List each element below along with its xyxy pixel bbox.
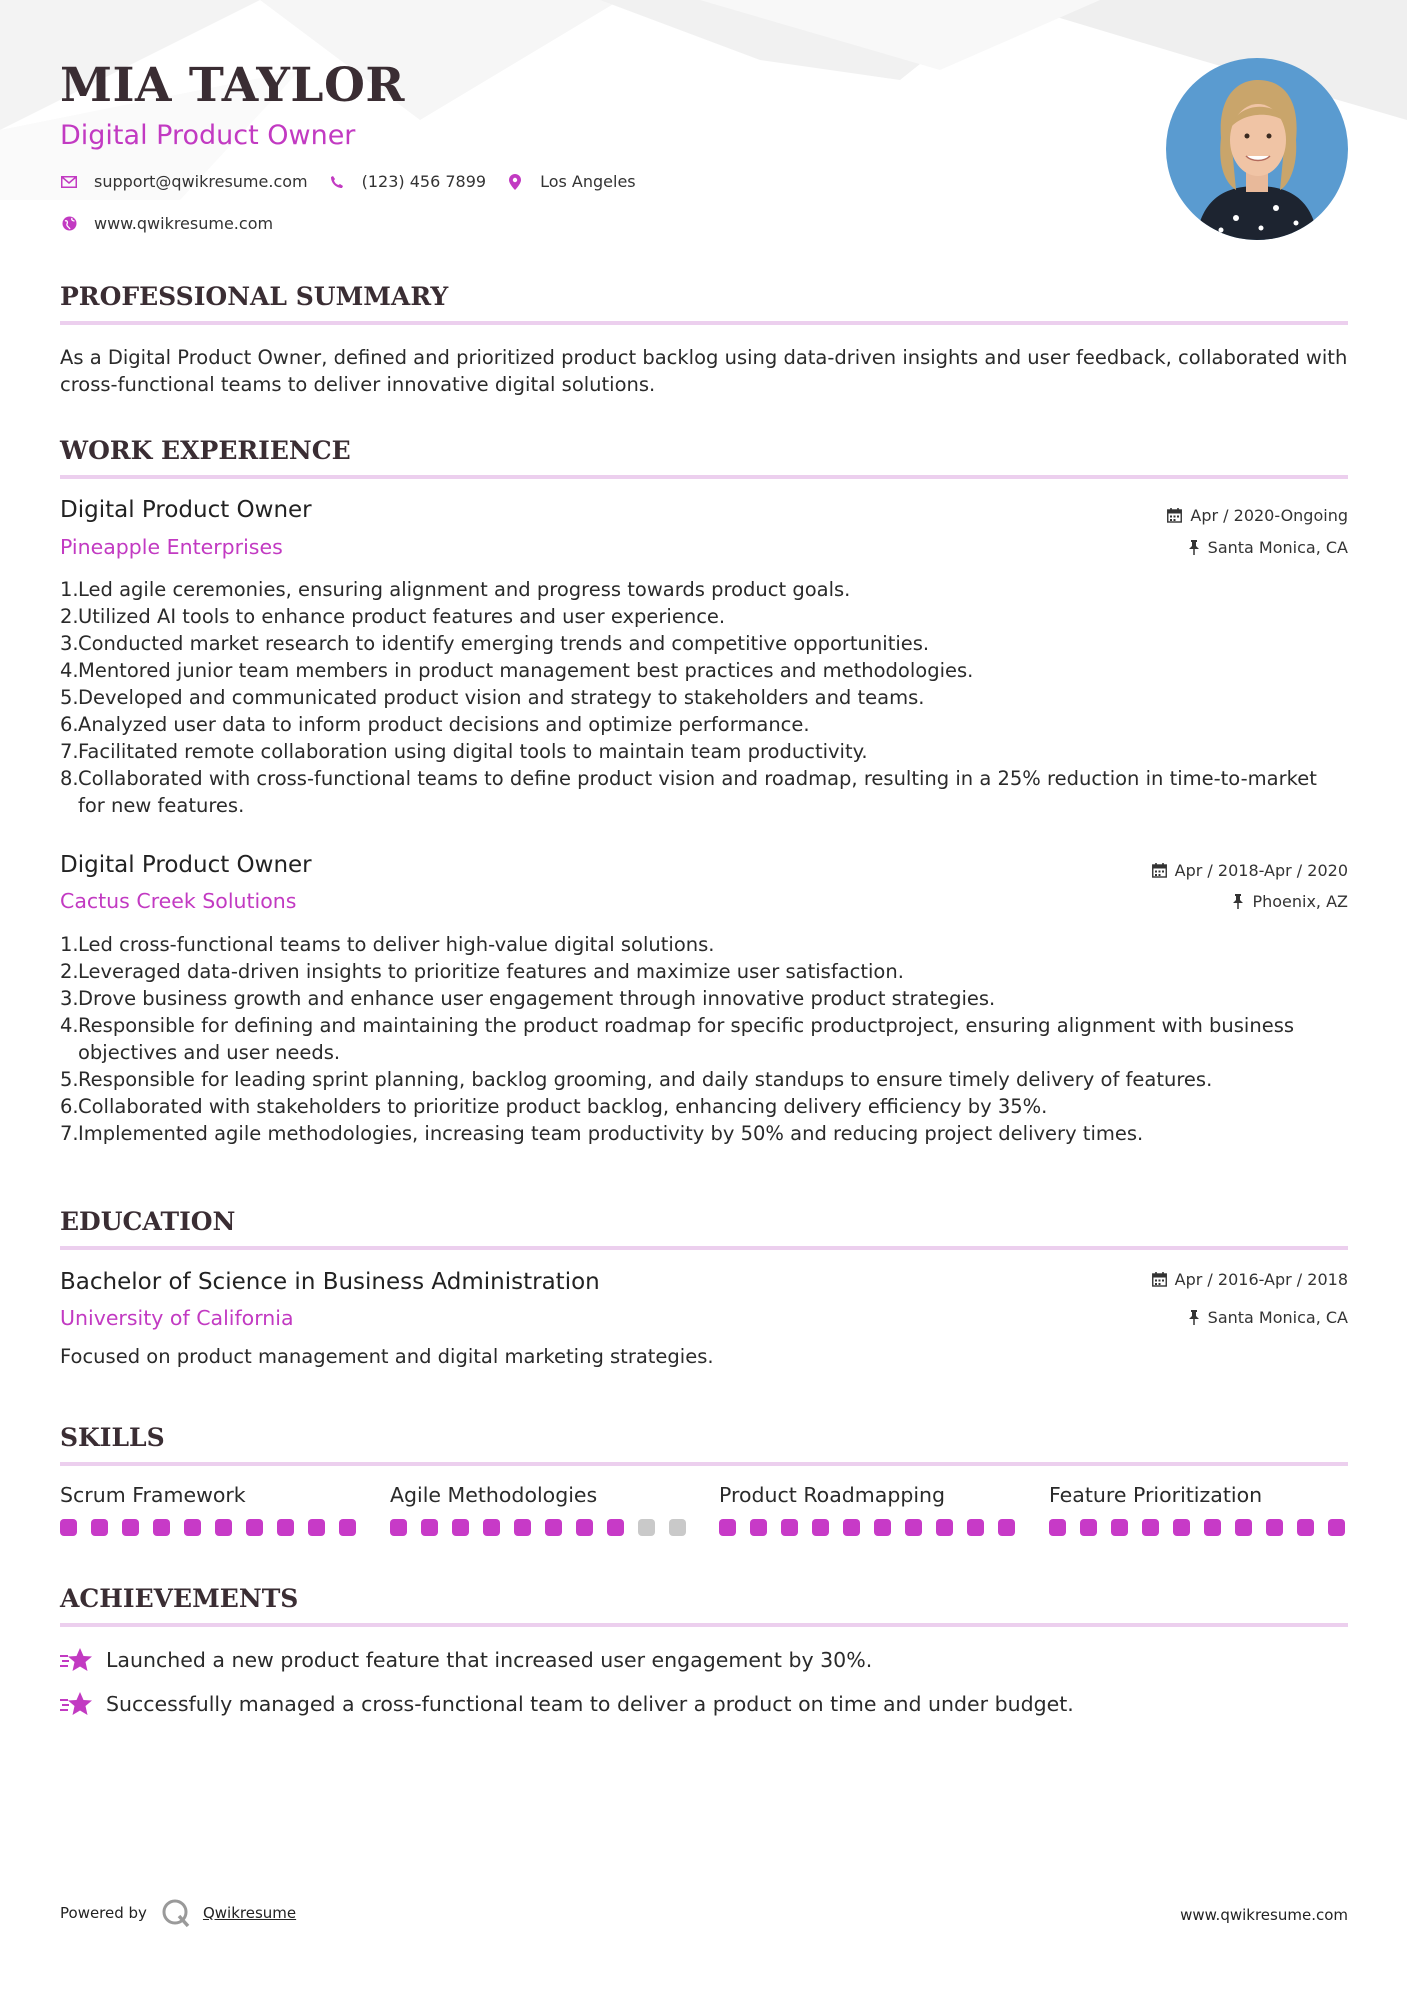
achievement-item: [60, 1691, 1074, 1717]
bullet-number: 2.: [60, 605, 79, 628]
skill-dot-filled: [421, 1519, 438, 1536]
pushpin-icon: [1188, 540, 1200, 555]
bullet-item: [60, 576, 1348, 603]
bullet-text: Leveraged data-driven insights to prioritize features and maximize user satisfaction.: [78, 960, 904, 983]
bullet-item: [60, 1093, 1348, 1120]
profile-photo: [1166, 58, 1348, 240]
skill-dot-filled: [184, 1519, 201, 1536]
skill-label: Product Roadmapping: [719, 1483, 946, 1507]
skill-level-dots: [1049, 1519, 1349, 1536]
skill-level-dots: [390, 1519, 690, 1536]
globe-icon: [60, 215, 78, 233]
achievement-text: Launched a new product feature that increased user engagement by 30%.: [106, 1648, 873, 1672]
skill-dot-filled: [1049, 1519, 1066, 1536]
skill-dot-filled: [545, 1519, 562, 1536]
skill-dot-filled: [1080, 1519, 1097, 1536]
skill-dot-filled: [153, 1519, 170, 1536]
achievement-item: [60, 1647, 872, 1673]
qwikresume-logo-icon: [161, 1898, 191, 1928]
skill-item: [1049, 1483, 1349, 1536]
bullet-item: [60, 738, 1348, 765]
contact-website[interactable]: [60, 214, 273, 233]
bullet-number: 5.: [60, 686, 79, 709]
bullet-text: Mentored junior team members in product management best practices and methodologies.: [78, 659, 974, 682]
bullet-number: 6.: [60, 713, 79, 736]
education-location-text: Santa Monica, CA: [1207, 1308, 1348, 1327]
job-location: [1232, 892, 1348, 911]
skill-dot-filled: [967, 1519, 984, 1536]
phone-text: (123) 456 7899: [361, 172, 487, 191]
skill-dot-filled: [122, 1519, 139, 1536]
bullet-item: [60, 1012, 1348, 1066]
section-divider: [60, 475, 1348, 479]
bullet-number: 7.: [60, 740, 79, 763]
envelope-icon: [60, 173, 78, 191]
job-title: Digital Product Owner: [60, 852, 312, 878]
bullet-item: [60, 1066, 1348, 1093]
pushpin-icon: [1188, 1310, 1200, 1325]
bullet-item: [60, 630, 1348, 657]
bullet-number: 4.: [60, 659, 79, 682]
skill-dot-filled: [483, 1519, 500, 1536]
calendar-icon: [1167, 508, 1182, 523]
star-icon: [60, 1691, 92, 1717]
footer-website-link[interactable]: www.qwikresume.com: [1180, 1906, 1348, 1924]
section-divider: [60, 1623, 1348, 1627]
company-name: Cactus Creek Solutions: [60, 889, 297, 913]
qwikresume-link[interactable]: Qwikresume: [202, 1904, 297, 1922]
skill-dot-filled: [339, 1519, 356, 1536]
bullet-number: 3.: [60, 632, 79, 655]
skill-dot-filled: [1297, 1519, 1314, 1536]
bullet-text: Developed and communicated product vision and strategy to stakeholders and teams.: [78, 686, 925, 709]
bullet-number: 2.: [60, 960, 79, 983]
bullet-item: [60, 985, 1348, 1012]
skill-dot-filled: [812, 1519, 829, 1536]
skill-dot-filled: [843, 1519, 860, 1536]
achievement-text: Successfully managed a cross-functional team to deliver a product on time and under budget.: [106, 1692, 1074, 1716]
location-text: Los Angeles: [540, 172, 636, 191]
education-dates-text: Apr / 2016-Apr / 2018: [1174, 1270, 1348, 1289]
contact-row-1: [60, 172, 656, 191]
job-bullets: [60, 576, 1348, 819]
job-dates-text: Apr / 2020-Ongoing: [1190, 506, 1348, 525]
powered-by-text: Powered by: [60, 1904, 147, 1922]
bullet-text: Responsible for defining and maintaining the product roadmap for specific productproject, ensuring alignment with business objectives and user needs.: [78, 1014, 1295, 1064]
contact-row-2: [60, 214, 293, 233]
skill-dot-filled: [719, 1519, 736, 1536]
skill-dot-filled: [60, 1519, 77, 1536]
bullet-number: 1.: [60, 933, 79, 956]
map-pin-icon: [506, 173, 524, 191]
bullet-text: Led cross-functional teams to deliver high-value digital solutions.: [78, 933, 715, 956]
bullet-number: 5.: [60, 1068, 79, 1091]
candidate-name: MIA TAYLOR: [60, 58, 405, 113]
bullet-item: [60, 1120, 1348, 1147]
skill-dot-filled: [607, 1519, 624, 1536]
bullet-text: Analyzed user data to inform product decisions and optimize performance.: [78, 713, 810, 736]
skill-dot-filled: [1204, 1519, 1221, 1536]
skill-dot-filled: [576, 1519, 593, 1536]
bullet-number: 3.: [60, 987, 79, 1010]
section-divider: [60, 1462, 1348, 1466]
skill-item: [719, 1483, 1019, 1536]
contact-email[interactable]: [60, 172, 308, 191]
phone-icon: [328, 173, 346, 191]
skill-dot-filled: [1266, 1519, 1283, 1536]
job-dates: [1167, 506, 1348, 525]
skill-level-dots: [719, 1519, 1019, 1536]
bullet-text: Conducted market research to identify emerging trends and competitive opportunities.: [78, 632, 930, 655]
bullet-text: Collaborated with stakeholders to prioritize product backlog, enhancing delivery efficiency by 35%.: [78, 1095, 1048, 1118]
skill-dot-filled: [308, 1519, 325, 1536]
section-divider: [60, 321, 1348, 325]
job-location-text: Santa Monica, CA: [1207, 538, 1348, 557]
pushpin-icon: [1232, 894, 1244, 909]
job-location: [1188, 538, 1348, 557]
achievements-heading: ACHIEVEMENTS: [60, 1584, 299, 1613]
skill-dot-filled: [91, 1519, 108, 1536]
skill-dot-filled: [1235, 1519, 1252, 1536]
summary-text: As a Digital Product Owner, defined and prioritized product backlog using data-driven insights and user feedback, collaborated with cross-functional teams to deliver innovative digital solutions.: [60, 346, 1348, 396]
bullet-text: Implemented agile methodologies, increasing team productivity by 50% and reducing project delivery times.: [78, 1122, 1144, 1145]
bullet-item: [60, 603, 1348, 630]
bullet-number: 4.: [60, 1014, 79, 1037]
skill-item: [60, 1483, 360, 1536]
job-dates: [1152, 861, 1348, 880]
school-name: University of California: [60, 1306, 294, 1330]
skill-dot-filled: [390, 1519, 407, 1536]
calendar-icon: [1152, 863, 1167, 878]
section-divider: [60, 1246, 1348, 1250]
skill-dot-filled: [874, 1519, 891, 1536]
skill-dot-empty: [638, 1519, 655, 1536]
job-location-text: Phoenix, AZ: [1252, 892, 1348, 911]
company-name: Pineapple Enterprises: [60, 535, 283, 559]
bullet-text: Utilized AI tools to enhance product features and user experience.: [78, 605, 726, 628]
contact-phone[interactable]: [328, 172, 486, 191]
bullet-number: 8.: [60, 767, 79, 790]
degree-title: Bachelor of Science in Business Administration: [60, 1269, 600, 1295]
education-heading: EDUCATION: [60, 1207, 236, 1236]
skill-dot-filled: [215, 1519, 232, 1536]
skill-label: Agile Methodologies: [390, 1483, 598, 1507]
candidate-title: Digital Product Owner: [60, 120, 356, 151]
bullet-text: Drove business growth and enhance user engagement through innovative product strategies.: [78, 987, 996, 1010]
bullet-number: 1.: [60, 578, 79, 601]
skill-dot-filled: [905, 1519, 922, 1536]
education-description: Focused on product management and digital marketing strategies.: [60, 1345, 714, 1368]
skill-label: Scrum Framework: [60, 1483, 246, 1507]
skill-dot-filled: [514, 1519, 531, 1536]
contact-location: [506, 172, 636, 191]
bullet-item: [60, 931, 1348, 958]
skill-dot-empty: [669, 1519, 686, 1536]
bullet-item: [60, 711, 1348, 738]
skill-dot-filled: [452, 1519, 469, 1536]
skill-dot-filled: [277, 1519, 294, 1536]
summary-heading: PROFESSIONAL SUMMARY: [60, 282, 449, 311]
education-location: [1188, 1308, 1348, 1327]
experience-heading: WORK EXPERIENCE: [60, 436, 351, 465]
education-dates: [1152, 1270, 1348, 1289]
bullet-number: 6.: [60, 1095, 79, 1118]
skill-dot-filled: [750, 1519, 767, 1536]
job-title: Digital Product Owner: [60, 497, 312, 523]
skill-label: Feature Prioritization: [1049, 1483, 1263, 1507]
bullet-number: 7.: [60, 1122, 79, 1145]
skill-dot-filled: [1328, 1519, 1345, 1536]
skill-dot-filled: [246, 1519, 263, 1536]
footer-powered-by: [60, 1898, 296, 1928]
bullet-text: Led agile ceremonies, ensuring alignment and progress towards product goals.: [78, 578, 851, 601]
bullet-text: Facilitated remote collaboration using digital tools to maintain team productivity.: [78, 740, 868, 763]
website-text: www.qwikresume.com: [94, 214, 274, 233]
star-icon: [60, 1647, 92, 1673]
email-text: support@qwikresume.com: [94, 172, 308, 191]
skill-dot-filled: [1111, 1519, 1128, 1536]
bullet-item: [60, 657, 1348, 684]
job-dates-text: Apr / 2018-Apr / 2020: [1174, 861, 1348, 880]
bullet-item: [60, 765, 1348, 819]
job-bullets: [60, 931, 1348, 1147]
bullet-text: Collaborated with cross-functional teams to define product vision and roadmap, resulting in a 25% reduction in time-to-market for new features.: [78, 767, 1317, 817]
skill-dot-filled: [1173, 1519, 1190, 1536]
bullet-text: Responsible for leading sprint planning, backlog grooming, and daily standups to ensure timely delivery of features.: [78, 1068, 1213, 1091]
bullet-item: [60, 684, 1348, 711]
skill-dot-filled: [936, 1519, 953, 1536]
skill-item: [390, 1483, 690, 1536]
skill-dot-filled: [998, 1519, 1015, 1536]
skills-heading: SKILLS: [60, 1423, 165, 1452]
skill-dot-filled: [781, 1519, 798, 1536]
bullet-item: [60, 958, 1348, 985]
skill-level-dots: [60, 1519, 360, 1536]
calendar-icon: [1152, 1272, 1167, 1287]
skill-dot-filled: [1142, 1519, 1159, 1536]
